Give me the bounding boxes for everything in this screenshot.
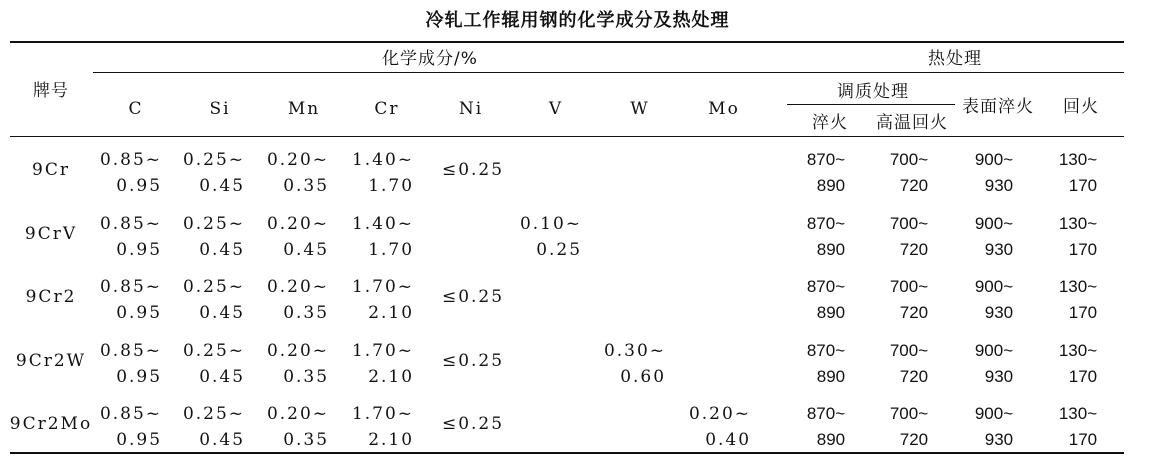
header-element-v: V <box>548 99 564 119</box>
header-quench: 淬火 <box>812 113 848 133</box>
value-upper: 870~ <box>806 341 846 360</box>
value-cell-quench <box>807 274 845 326</box>
value-lower: 930 <box>984 430 1014 449</box>
value-lower: 170 <box>1068 176 1098 195</box>
value-cell-high-temper <box>890 338 928 390</box>
value-upper: 0.20~ <box>266 404 330 424</box>
value-lower: 720 <box>899 240 929 259</box>
value-cell-c <box>100 401 162 453</box>
value-upper: 870~ <box>806 214 846 233</box>
value-cell-temper <box>1059 338 1097 390</box>
grade-cell: 9Cr2 <box>25 287 77 307</box>
value-lower: 2.10 <box>368 303 415 323</box>
value-lower: 0.95 <box>116 176 163 196</box>
header-element-w: W <box>630 99 650 119</box>
value-upper: 700~ <box>889 150 929 169</box>
value-lower: 0.45 <box>199 430 246 450</box>
header-quench-temper: 调质处理 <box>837 82 909 102</box>
value-cell-cr <box>352 338 414 390</box>
value-lower: 170 <box>1068 240 1098 259</box>
value-lower: 0.60 <box>620 367 667 387</box>
value-cell-mo <box>689 401 751 453</box>
value-cell-w <box>604 338 666 390</box>
value-upper: 0.25~ <box>182 150 246 170</box>
value-upper: 700~ <box>889 214 929 233</box>
value-upper: 0.85~ <box>99 341 163 361</box>
value-cell-quench <box>807 211 845 263</box>
value-lower: 0.95 <box>116 303 163 323</box>
value-upper: 1.70~ <box>351 341 415 361</box>
value-cell-c <box>100 211 162 263</box>
value-lower: 170 <box>1068 367 1098 386</box>
value-lower: 0.25 <box>536 240 583 260</box>
value-upper: 870~ <box>806 404 846 423</box>
value-lower: 0.45 <box>199 367 246 387</box>
header-heat-treatment: 热处理 <box>928 49 982 69</box>
value-lower: 930 <box>984 240 1014 259</box>
value-upper: 700~ <box>889 341 929 360</box>
value-upper: 900~ <box>974 341 1014 360</box>
value-upper: 0.20~ <box>688 404 752 424</box>
value-upper: 870~ <box>806 277 846 296</box>
value-upper: 0.25~ <box>182 277 246 297</box>
value-lower: 890 <box>816 303 846 322</box>
grade-cell: 9Cr2W <box>15 351 87 371</box>
header-element-mo: Mo <box>708 99 740 119</box>
value-cell-cr <box>352 274 414 326</box>
value-lower: 0.95 <box>116 240 163 260</box>
value-upper: 0.20~ <box>266 341 330 361</box>
value-lower: 890 <box>816 367 846 386</box>
header-element-cr: Cr <box>374 99 400 119</box>
value-upper: 0.10~ <box>519 214 583 234</box>
value-lower: 930 <box>984 176 1014 195</box>
value-cell-mn <box>267 211 329 263</box>
value-lower: 0.45 <box>199 176 246 196</box>
value-upper: 1.40~ <box>351 214 415 234</box>
value-cell-cr <box>352 401 414 453</box>
value-cell-v <box>520 211 582 263</box>
table-title: 冷轧工作辊用钢的化学成分及热处理 <box>425 10 730 31</box>
value-lower: 890 <box>816 430 846 449</box>
value-cell-high-temper <box>890 211 928 263</box>
header-temper: 回火 <box>1063 97 1099 117</box>
value-cell-temper <box>1059 274 1097 326</box>
value-upper: 130~ <box>1058 341 1098 360</box>
value-upper: 700~ <box>889 404 929 423</box>
value-cell-mn <box>267 338 329 390</box>
value-cell-mn <box>267 401 329 453</box>
value-cell-surface-quench <box>975 211 1013 263</box>
value-upper: 900~ <box>974 404 1014 423</box>
value-lower: 1.70 <box>368 240 415 260</box>
value-upper: 0.20~ <box>266 150 330 170</box>
value-upper: 130~ <box>1058 404 1098 423</box>
value-cell-surface-quench <box>975 274 1013 326</box>
value-lower: 2.10 <box>368 367 415 387</box>
value-upper: 0.85~ <box>99 214 163 234</box>
value-lower: 0.95 <box>116 367 163 387</box>
value-cell-temper <box>1059 211 1097 263</box>
value-lower: 720 <box>899 430 929 449</box>
value-upper: 0.25~ <box>182 404 246 424</box>
header-element-c: C <box>128 99 144 119</box>
value-cell-quench <box>807 401 845 453</box>
value-lower: 0.35 <box>283 176 330 196</box>
value-lower: 2.10 <box>368 430 415 450</box>
value-upper: 0.20~ <box>266 214 330 234</box>
value-cell-high-temper <box>890 274 928 326</box>
value-lower: 170 <box>1068 430 1098 449</box>
value-upper: 700~ <box>889 277 929 296</box>
value-cell-quench <box>807 338 845 390</box>
value-cell-c <box>100 338 162 390</box>
header-grade: 牌号 <box>33 81 69 101</box>
value-lower: 0.40 <box>705 430 752 450</box>
value-lower: 0.35 <box>283 430 330 450</box>
header-element-mn: Mn <box>287 99 321 119</box>
value-upper: 130~ <box>1058 277 1098 296</box>
quench-temper-underline <box>787 104 955 105</box>
value-upper: 900~ <box>974 277 1014 296</box>
value-cell-surface-quench <box>975 401 1013 453</box>
value-cell-si <box>183 274 245 326</box>
value-upper: 900~ <box>974 150 1014 169</box>
value-cell-si <box>183 147 245 199</box>
value-upper: 1.40~ <box>351 150 415 170</box>
value-lower: 890 <box>816 240 846 259</box>
grade-cell: 9CrV <box>24 224 78 244</box>
chemistry-underline <box>93 72 787 73</box>
value-cell-high-temper <box>890 147 928 199</box>
value-cell-c <box>100 274 162 326</box>
value-cell-quench <box>807 147 845 199</box>
value-upper: 1.70~ <box>351 277 415 297</box>
value-lower: 0.45 <box>199 240 246 260</box>
value-upper: 0.85~ <box>99 150 163 170</box>
value-upper: 1.70~ <box>351 404 415 424</box>
value-lower: 0.45 <box>283 240 330 260</box>
grade-cell: 9Cr2Mo <box>9 414 93 434</box>
header-bottom-rule <box>10 136 1124 137</box>
value-cell-ni: ≤0.25 <box>441 351 505 371</box>
header-element-ni: Ni <box>458 99 484 119</box>
value-upper: 130~ <box>1058 150 1098 169</box>
value-lower: 0.35 <box>283 367 330 387</box>
value-cell-surface-quench <box>975 147 1013 199</box>
value-upper: 900~ <box>974 214 1014 233</box>
value-lower: 720 <box>899 303 929 322</box>
value-cell-mn <box>267 147 329 199</box>
header-element-si: Si <box>209 99 231 119</box>
value-cell-ni: ≤0.25 <box>441 287 505 307</box>
value-cell-ni: ≤0.25 <box>441 160 505 180</box>
value-upper: 0.85~ <box>99 404 163 424</box>
value-lower: 890 <box>816 176 846 195</box>
value-cell-mn <box>267 274 329 326</box>
header-high-temper: 高温回火 <box>876 113 948 133</box>
value-cell-surface-quench <box>975 338 1013 390</box>
value-lower: 1.70 <box>368 176 415 196</box>
value-upper: 0.20~ <box>266 277 330 297</box>
value-upper: 0.25~ <box>182 214 246 234</box>
value-lower: 930 <box>984 367 1014 386</box>
value-upper: 0.85~ <box>99 277 163 297</box>
value-cell-si <box>183 338 245 390</box>
value-upper: 870~ <box>806 150 846 169</box>
value-upper: 0.25~ <box>182 341 246 361</box>
value-cell-cr <box>352 147 414 199</box>
value-cell-c <box>100 147 162 199</box>
value-cell-si <box>183 211 245 263</box>
value-lower: 0.45 <box>199 303 246 323</box>
value-lower: 720 <box>899 176 929 195</box>
bottom-rule <box>10 452 1124 454</box>
value-lower: 720 <box>899 367 929 386</box>
value-upper: 130~ <box>1058 214 1098 233</box>
value-cell-high-temper <box>890 401 928 453</box>
heat-treatment-underline <box>787 72 1124 73</box>
value-cell-ni: ≤0.25 <box>441 414 505 434</box>
value-cell-temper <box>1059 147 1097 199</box>
header-surface-quench: 表面淬火 <box>962 97 1034 117</box>
grade-cell: 9Cr <box>32 160 70 180</box>
value-lower: 0.35 <box>283 303 330 323</box>
header-chemistry: 化学成分/% <box>382 49 478 69</box>
value-upper: 0.30~ <box>603 341 667 361</box>
value-cell-temper <box>1059 401 1097 453</box>
value-cell-si <box>183 401 245 453</box>
top-rule <box>10 41 1124 43</box>
value-lower: 0.95 <box>116 430 163 450</box>
value-lower: 170 <box>1068 303 1098 322</box>
value-lower: 930 <box>984 303 1014 322</box>
value-cell-cr <box>352 211 414 263</box>
